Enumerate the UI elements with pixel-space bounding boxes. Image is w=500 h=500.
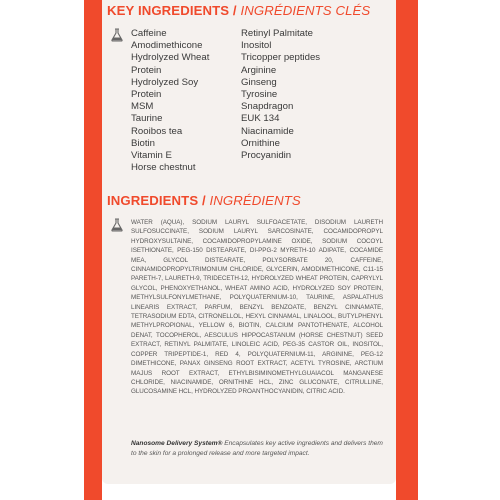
key-ingredient: Vitamin E [131, 150, 172, 162]
key-ingredients-left-column [131, 28, 223, 174]
delivery-system-text: Encapsulates key active ingredients and delivers them to the skin for a prolonged release and more targeted impact. [131, 440, 383, 457]
key-ingredient: Inositol [241, 40, 272, 52]
key-ingredient: Caffeine [131, 28, 167, 39]
orange-border-left [84, 0, 102, 500]
key-ingredient: EUK 134 [241, 113, 280, 125]
key-ingredient: Amodimethicone [131, 40, 203, 52]
flask-icon [110, 28, 124, 42]
ingredients-list: WATER (AQUA), SODIUM LAURYL SULFOACETATE, DISODIUM LAURETH SULFOSUCCINATE, SODIUM LAURYL SARCOSINATE, COCAMIDOPROPYL HYDROXYSULTAINE, COCAMIDOPROPYLAMINE OXIDE, SODIUM COCOYL ISETHIONATE, PEG-150 DISTEARATE, DI-PPG-2 MYRETH-10 ADIPATE, COCAMIDE MEA, GLYCOL DISTEARATE, POLYSORBATE 20, CAFFEINE, CINNAMIDOPROPYLTRIMONIUM CHLORIDE, GLYCERIN, AMODIMETHICONE, C11-15 PARETH-7, LAURETH-9, TRIDECETH-12, HYDROLYZED WHEAT PROTEIN, CAPRYLYL GLYCOL, PHENOXYETHANOL, WHEAT AMINO ACID, HYDROLYZED SOY PROTEIN, METHYLSULFONYLMETHANE, POLYQUATERNIUM-10, TAURINE, ASPALATHUS LINEARIS EXTRACT, PARFUM, BENZYL BENZOATE, BENZYL CINNAMATE, TETRASODIUM EDTA, CITRONELLOL, HEXYL CINNAMAL, LINALOOL, BUTYLPHENYL METHYLPROPIONAL, YELLOW 6, BIOTIN, CALCIUM PANTOTHENATE, ALCOHOL DENAT, TOCOPHEROL, AESCULUS HIPPOCASTANUM (HORSE CHESTNUT) SEED EXTRACT, RETINYL PALMITATE, LINOLEIC ACID, PEG-35 CASTOR OIL, INOSITOL, COPPER TRIPEPTIDE-1, RED 4, POLYQUATERNIUM-11, ARGININE, PEG-12 DIMETHICONE, PANAX GINSENG ROOT EXTRACT, ACETYL TYROSINE, ARCTIUM MAJUS ROOT EXTRACT, ETHYLBISIMINOMETHYLGUAIACOL MANGANESE CHLORIDE, NIACINAMIDE, ORNITHINE HCL, ZINC GLUCONATE, CITRULLINE, GLUCOSAMINE HCL, HYDROLYZED PROANTHOCYANIDIN, CITRIC ACID. [131, 219, 383, 396]
key-ingredient: Retinyl Palmitate [241, 28, 313, 39]
key-ingredient: Arginine [241, 64, 277, 76]
key-ingredients-title-en: KEY INGREDIENTS [107, 3, 230, 18]
key-ingredient: Rooibos tea [131, 125, 183, 137]
ingredients-title-fr: INGRÉDIENTS [209, 193, 301, 208]
key-ingredient: Biotin [131, 137, 155, 149]
orange-border-right [396, 0, 418, 500]
delivery-system-note [131, 439, 389, 459]
key-ingredient: Ginseng [241, 76, 277, 88]
heading-separator: / [229, 3, 241, 18]
key-ingredient: Snapdragon [241, 101, 294, 113]
key-ingredient: Taurine [131, 113, 163, 125]
key-ingredients-heading [107, 3, 370, 18]
heading-separator: / [198, 193, 210, 208]
key-ingredient: Horse chestnut [131, 162, 196, 174]
key-ingredient: Hydrolyzed Wheat Protein [131, 52, 210, 76]
flask-icon [110, 218, 124, 232]
ingredients-title-en: INGREDIENTS [107, 193, 199, 208]
key-ingredient: Niacinamide [241, 125, 294, 137]
key-ingredient: Tyrosine [241, 89, 278, 101]
delivery-system-brand: Nanosome Delivery System® [131, 440, 223, 447]
key-ingredient: Ornithine [241, 137, 280, 149]
ingredients-heading [107, 193, 301, 208]
key-ingredient: MSM [131, 101, 154, 113]
key-ingredients-title-fr: INGRÉDIENTS CLÉS [240, 3, 371, 18]
key-ingredient: Tricopper peptides [241, 52, 321, 64]
key-ingredient: Hydrolyzed Soy Protein [131, 76, 199, 101]
key-ingredient: Procyanidin [241, 150, 292, 162]
key-ingredients-right-column [241, 28, 320, 162]
